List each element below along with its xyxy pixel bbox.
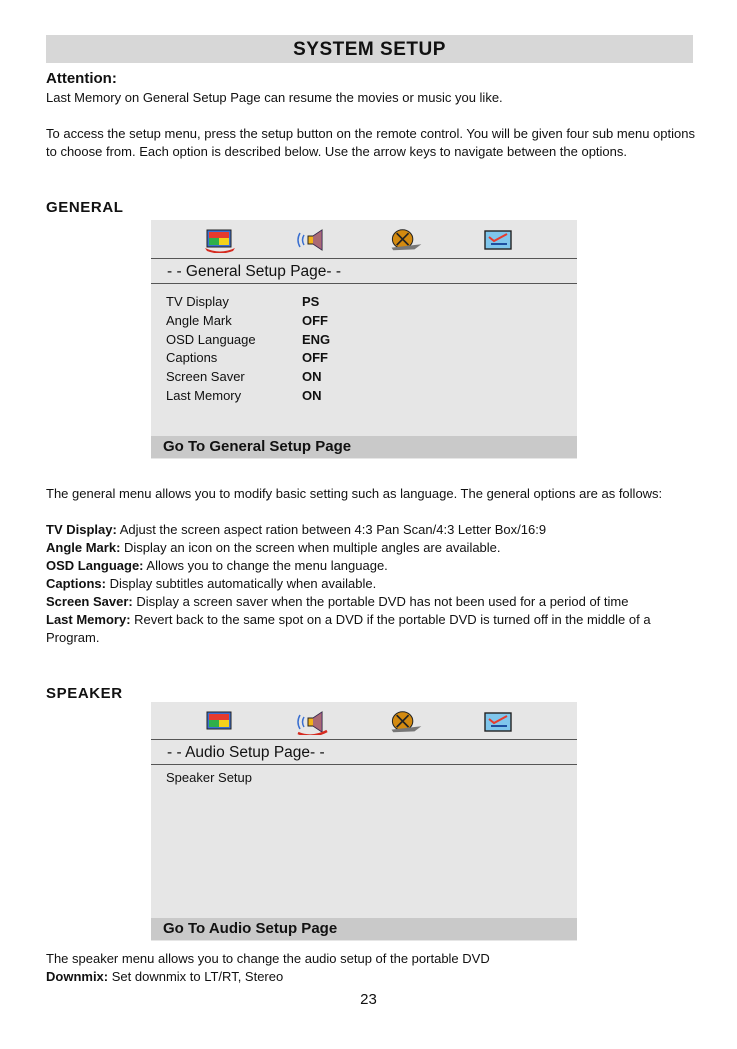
speaker-description: The speaker menu allows you to change the audio setup of the portable DVD [46,951,490,966]
dolby-setup-icon[interactable] [389,709,423,735]
setting-value: OFF [302,350,328,366]
setting-label: Last Memory [166,387,242,403]
option-item [46,521,696,539]
setting-row[interactable] [166,293,330,312]
speaker-heading: SPEAKER [46,685,123,702]
setup-icon-bar [151,220,577,258]
setting-row[interactable] [166,387,330,406]
option-term: Last Memory: [46,612,131,627]
setting-value: OFF [302,312,328,328]
setting-row[interactable] [166,331,330,350]
setting-value: ON [302,387,322,403]
setting-label: TV Display [166,294,229,309]
setting-label: Angle Mark [166,312,232,328]
option-item [46,611,696,647]
setup-icon-bar [151,702,577,740]
option-term: TV Display: [46,522,117,537]
general-setup-panel [151,220,577,459]
option-desc: Display a screen saver when the portable DVD has not been used for a period of time [132,594,629,609]
setting-row[interactable] [166,368,330,387]
preferences-icon[interactable] [481,227,515,253]
page-number: 23 [360,991,377,1008]
setting-label: Screen Saver [166,369,245,385]
panel-footer-status: Go To Audio Setup Page [151,918,577,940]
intro-paragraph: To access the setup menu, press the setup button on the remote control. You will be given four sub menu options to choose from. Each option is described below. Use the arrow keys to navigate between the options. [46,126,695,159]
dolby-setup-icon[interactable] [389,227,423,253]
attention-heading: Attention: [46,70,117,87]
general-heading: GENERAL [46,199,124,216]
speaker-setup-icon[interactable] [295,709,329,735]
option-term: OSD Language: [46,558,144,573]
option-item [46,575,696,593]
option-desc: Allows you to change the menu language. [143,558,388,573]
option-item [46,593,696,611]
preferences-icon[interactable] [481,709,515,735]
option-desc: Display subtitles automatically when available. [105,576,377,591]
setting-value: ON [302,369,322,385]
attention-text: Last Memory on General Setup Page can resume the movies or music you like. [46,90,503,105]
setting-row[interactable] [166,769,252,788]
setting-row[interactable] [166,349,330,368]
option-item [46,557,696,575]
option-desc: Adjust the screen aspect ration between 4:3 Pan Scan/4:3 Letter Box/16:9 [116,522,547,537]
page-title-banner: SYSTEM SETUP [46,35,693,63]
settings-list [166,293,330,406]
setting-label: Captions [166,350,218,366]
option-desc: Set downmix to LT/RT, Stereo [108,969,284,984]
speaker-setup-icon[interactable] [295,227,329,253]
settings-list [166,769,252,788]
option-desc: Display an icon on the screen when multiple angles are available. [120,540,501,555]
option-term: Captions: [46,576,106,591]
general-setup-icon[interactable] [203,709,237,735]
setting-row[interactable] [166,312,330,331]
setting-label: OSD Language [166,331,256,347]
audio-setup-panel [151,702,577,941]
panel-title: - - Audio Setup Page- - [151,739,577,765]
general-options-list [46,521,696,647]
setting-value: ENG [302,331,331,347]
option-item [46,968,696,986]
option-item [46,539,696,557]
option-desc: Revert back to the same spot on a DVD if the portable DVD is turned off in the middle of a Program. [46,612,651,645]
option-term: Downmix: [46,969,109,984]
speaker-options-list [46,968,696,986]
panel-footer-status: Go To General Setup Page [151,436,577,458]
setting-value: PS [302,294,320,309]
setting-label: Speaker Setup [166,770,253,785]
general-setup-icon[interactable] [203,227,237,253]
option-term: Screen Saver: [46,594,133,609]
panel-title: - - General Setup Page- - [151,258,577,284]
option-term: Angle Mark: [46,540,121,555]
general-description: The general menu allows you to modify basic setting such as language. The general options are as follows: [46,486,663,501]
